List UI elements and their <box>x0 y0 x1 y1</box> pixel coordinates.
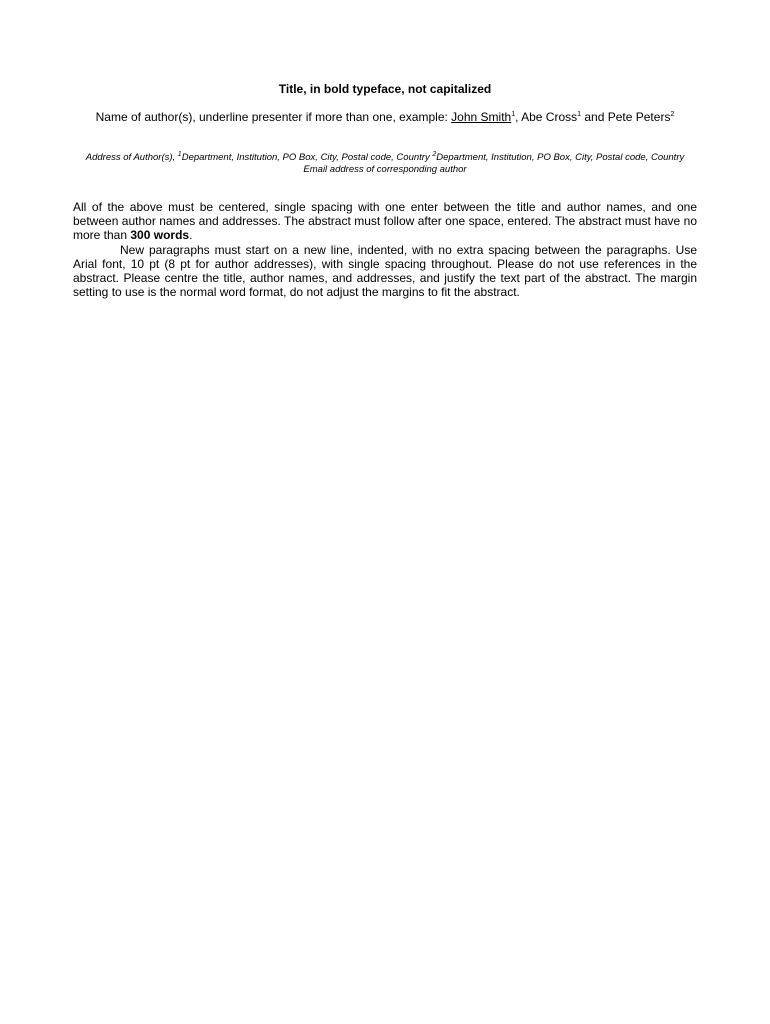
affiliation-2: Department, Institution, PO Box, City, Postal code, Country <box>436 152 685 163</box>
abstract-paragraph-2: New paragraphs must start on a new line, indented, with no extra spacing between the paragraphs. Use Arial font, 10 pt (8 pt for author addresses), with single spacing throughout. Please do not use references in the abstract. Please centre the title, author names, and addresses, and justify the text part of the abstract. The margin setting to use is the normal word format, do not adjust the margins to fit the abstract. <box>73 242 697 300</box>
author-intro: Name of author(s), underline presenter if more than one, example: <box>95 110 452 124</box>
presenter-name: John Smith <box>451 110 512 124</box>
author-names <box>93 110 677 125</box>
second-author-affiliation: 1 <box>577 111 582 118</box>
affiliation-1: Department, Institution, PO Box, City, Postal code, Country <box>181 152 433 163</box>
author-conjunction: and Pete Peters <box>581 110 671 124</box>
third-author-affiliation: 2 <box>670 111 675 118</box>
affiliation-1-mark: 1 <box>177 150 182 158</box>
abstract-title: Title, in bold typeface, not capitalized <box>278 82 492 96</box>
presenter-affiliation: 1 <box>511 111 516 118</box>
author-separator: , Abe Cross <box>515 110 578 124</box>
paragraph-1-end: . <box>189 228 193 243</box>
corresponding-email: Email address of corresponding author <box>303 163 467 175</box>
affiliation-2-mark: 2 <box>432 150 437 158</box>
author-addresses <box>73 152 697 175</box>
address-lead: Address of Author(s), <box>85 152 178 163</box>
word-limit: 300 words <box>130 228 190 243</box>
abstract-body <box>73 200 697 299</box>
abstract-paragraph-1 <box>73 200 697 243</box>
address-line <box>73 152 697 164</box>
paragraph-1-text: All of the above must be centered, single spacing with one enter between the title and author names, and one between author names and addresses. The abstract must follow after one space, entered. The abstract must have no more than <box>73 200 697 243</box>
